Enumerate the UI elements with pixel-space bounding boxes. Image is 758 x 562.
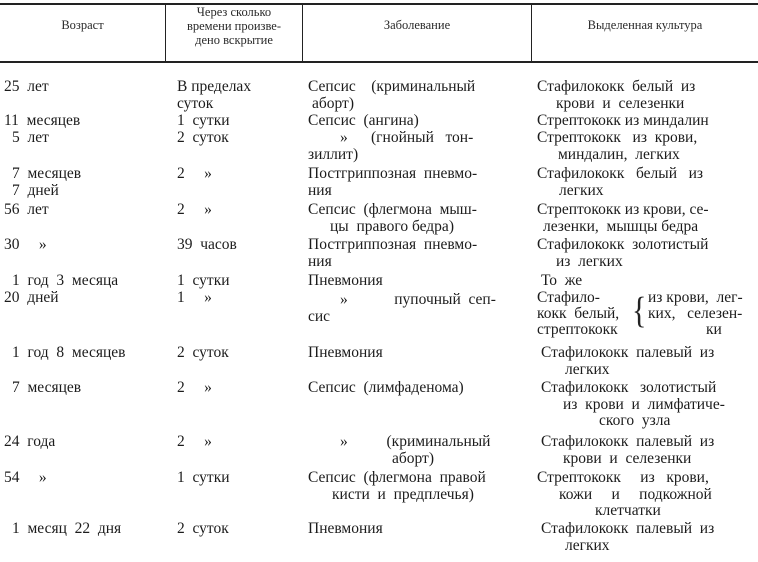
time-cell: 39 часов — [177, 236, 237, 253]
time-cell: 2 » — [177, 433, 212, 450]
culture-cell: Стафилококк белый из крови и селезенки — [537, 78, 696, 112]
culture-cell: Стафилококк золотистый из крови и лимфатиче- ского узла — [541, 379, 725, 429]
age-cell: 54 » — [4, 469, 47, 486]
culture-split-right: из крови, лег- ких, селезен- ки — [648, 289, 743, 338]
disease-cell: Пневмония — [308, 344, 383, 361]
top-rule — [0, 3, 758, 5]
culture-cell: Стафилококк палевый из крови и селезенки — [541, 433, 715, 467]
culture-cell: Стрептококк из крови, кожи и подкожной клетчатки — [537, 469, 712, 519]
culture-cell: Стрептококк из крови, миндалин, легких — [537, 129, 698, 163]
age-cell: 11 месяцев — [4, 112, 81, 129]
curly-brace: { — [632, 289, 647, 331]
header-autopsy-line-2: времени произве- — [186, 19, 282, 33]
disease-cell: » (криминальный аборт) — [340, 433, 491, 467]
age-cell: 1 месяц 22 дня — [12, 520, 122, 537]
time-cell: 2 » — [177, 201, 212, 218]
disease-cell: Сепсис (лимфаденома) — [308, 379, 464, 396]
header-autopsy-line-1: Через сколько — [196, 5, 272, 19]
header-autopsy-line-3: дено вскрытие — [195, 33, 273, 47]
age-cell: 56 лет — [4, 201, 49, 218]
disease-cell: Сепсис (ангина) — [308, 112, 419, 129]
age-cell: 25 лет — [4, 78, 49, 95]
age-cell: 5 лет — [12, 129, 49, 146]
disease-cell: Постгриппозная пневмо- ния — [308, 236, 478, 270]
header-bottom-rule — [0, 61, 758, 63]
header-autopsy-time — [166, 5, 302, 47]
age-cell: 1 год 3 месяца — [12, 272, 119, 289]
age-cell: 20 дней — [4, 289, 59, 306]
disease-cell: Пневмония — [308, 520, 383, 537]
time-cell: 2 » — [177, 379, 212, 396]
culture-cell: Стафилококк белый из легких — [537, 165, 704, 199]
disease-cell: » пупочный сеп- сис — [308, 291, 496, 325]
time-cell: 1 сутки — [177, 112, 230, 129]
time-cell: 1 » — [177, 289, 212, 306]
column-divider-2 — [302, 3, 303, 62]
age-cell: 24 года — [4, 433, 56, 450]
disease-cell: Постгриппозная пневмо- ния — [308, 165, 478, 199]
disease-cell: Пневмония — [308, 272, 383, 289]
disease-cell: Сепсис (криминальный аборт) — [308, 78, 476, 112]
disease-cell: Сепсис (флегмона правой кисти и предплечья) — [308, 469, 486, 503]
header-disease: Заболевание — [383, 18, 451, 32]
column-divider-3 — [531, 3, 532, 62]
disease-cell: » (гнойный тон- зиллит) — [308, 129, 474, 163]
time-cell: В пределах суток — [177, 78, 252, 112]
time-cell: 2 суток — [177, 520, 229, 537]
disease-cell: Сепсис (флегмона мыш- цы правого бедра) — [308, 201, 477, 235]
age-cell: 1 год 8 месяцев — [12, 344, 126, 361]
time-cell: 2 суток — [177, 344, 229, 361]
age-cell: 7 месяцев — [12, 379, 82, 396]
time-cell: 1 сутки — [177, 272, 230, 289]
culture-cell: Стрептококк из крови, се- лезенки, мышцы бедра — [537, 201, 709, 235]
header-culture: Выделенная культура — [587, 18, 703, 32]
culture-cell: То же — [541, 272, 583, 289]
time-cell: 1 сутки — [177, 469, 230, 486]
age-cell: 7 месяцев 7 дней — [12, 165, 82, 199]
culture-cell: Стрептококк из миндалин — [537, 112, 709, 129]
culture-split-left: Стафило- кокк белый, стрептококк — [537, 289, 620, 338]
age-cell: 30 » — [4, 236, 47, 253]
time-cell: 2 » — [177, 165, 212, 182]
culture-cell: Стафилококк палевый из легких — [541, 520, 715, 554]
header-age: Возраст — [61, 18, 104, 32]
culture-cell: Стафилококк палевый из легких — [541, 344, 715, 378]
culture-cell: Стафилококк золотистый из легких — [537, 236, 709, 270]
time-cell: 2 суток — [177, 129, 229, 146]
